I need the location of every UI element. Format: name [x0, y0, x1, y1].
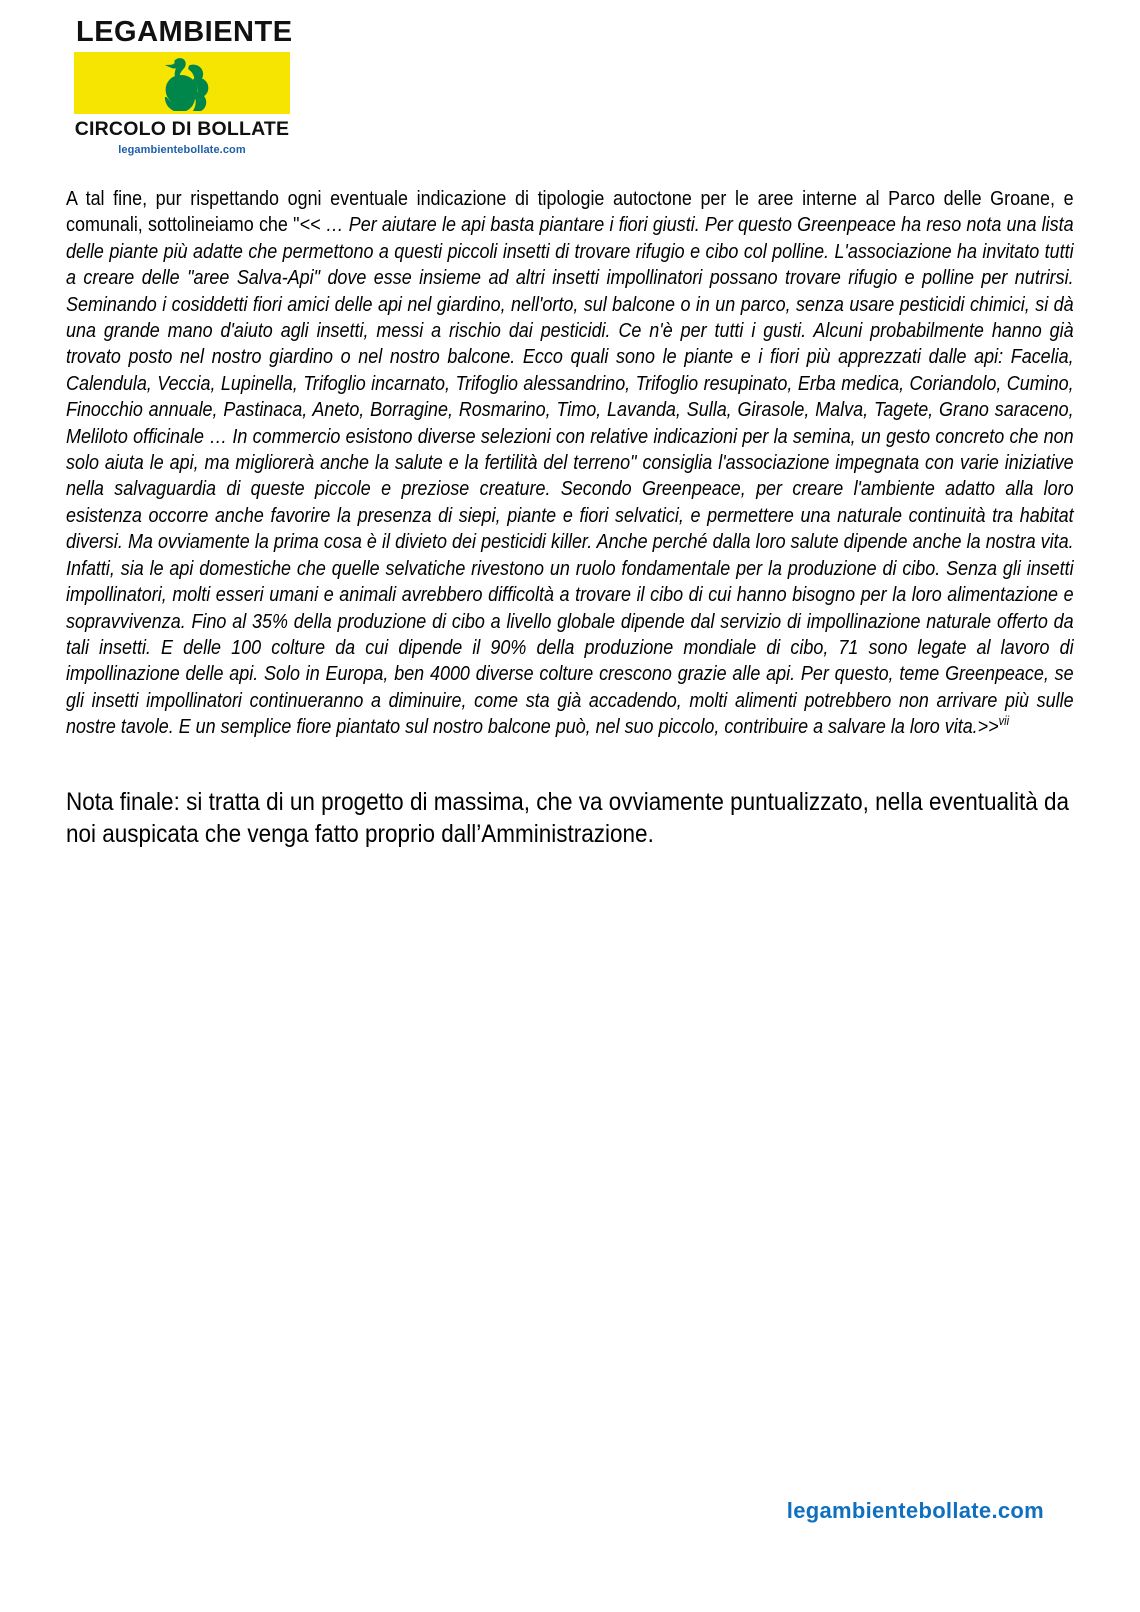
footer-website-url: legambientebollate.com	[786, 1498, 1044, 1523]
logo-yellow-banner	[74, 52, 290, 114]
footnote-reference: vii	[998, 714, 1010, 729]
paragraph-lead-text: A tal fine, pur rispettando ogni eventuale indicazione di tipologie autoctone per le aree interne al Parco delle Groane, e comunali, sottolineiamo che "	[66, 188, 1074, 237]
nota-finale-paragraph: Nota finale: si tratta di un progetto di massima, che va ovviamente puntualizzato, nella eventualità da noi auspicata che venga fatto proprio dall’Amministrazione.	[66, 788, 1070, 848]
swan-icon	[74, 52, 290, 114]
paragraph-quoted-text: << … Per aiutare le api basta piantare i fiori giusti. Per questo Greenpeace ha reso nota una lista delle piante più adatte che permettono a questi piccoli insetti di trovare rifugio e cibo col polline. L'associazione ha invitato tutti a creare delle "aree Salva-Api" dove esse insieme ad altri insetti impollinatori possano trovare rifugio e polline per nutrirsi. Seminando i cosiddetti fiori amici delle api nel giardino, nell'orto, sul balcone o in un parco, senza usare pesticidi chimici, si dà una grande mano d'aiuto agli insetti, messi a rischio dai pesticidi. Ce n'è per tutti i gusti. Alcuni probabilmente hanno già trovato posto nel nostro giardino o nel nostro balcone. Ecco quali sono le piante e i fiori più apprezzati dalle api: Facelia, Calendula, Veccia, Lupinella, Trifoglio incarnato, Trifoglio alessandrino, Trifoglio resupinato, Erba medica, Coriandolo, Cumino, Finocchio annuale, Pastinaca, Aneto, Borragine, Rosmarino, Timo, Lavanda, Sulla, Girasole, Malva, Tagete, Grano saraceno, Meliloto officinale … In commercio esistono diverse selezioni con relative indicazioni per la semina, un gesto concreto che non solo aiuta le api, ma migliorerà anche la salute e la fertilità del terreno" consiglia l'associazione impegnata con varie iniziative nella salvaguardia di queste piccole e preziose creature. Secondo Greenpeace, per creare l'ambiente adatto alla loro esistenza occorre anche favorire la presenza di siepi, piante e fiori selvatici, e permettere una naturale continuità tra habitat diversi. Ma ovviamente la prima cosa è il divieto dei pesticidi killer. Anche perché dalla loro salute dipende anche la nostra vita. Infatti, sia le api domestiche che quelle selvatiche rivestono un ruolo fondamentale per la produzione di cibo. Senza gli insetti impollinatori, molti esseri umani e animali avrebbero difficoltà a trovare il cibo di cui hanno bisogno per la loro alimentazione e sopravvivenza. Fino al 35% della produzione di cibo a livello globale dipende dal servizio di impollinazione naturale offerto da tali insetti. E delle 100 colture da cui dipende il 90% della produzione mondiale di cibo, 71 sono legate al lavoro di impollinazione delle api. Solo in Europa, ben 4000 diverse colture crescono grazie alle api. Per questo, teme Greenpeace, se gli insetti impollinatori continueranno a diminuire, come sta già accadendo, molti alimenti potrebbero non arrivare più sulle nostre tavole. E un semplice fiore piantato sul nostro balcone può, nel suo piccolo, contribuire a salvare la loro vita.>>	[66, 214, 1074, 739]
logo-wordmark: LEGAMBIENTE	[76, 16, 293, 48]
legambiente-logo	[74, 16, 293, 156]
logo-subtitle: CIRCOLO DI BOLLATE	[74, 117, 290, 140]
page-footer	[0, 1498, 1140, 1524]
body-paragraph	[66, 186, 1074, 741]
logo-website-url: legambientebollate.com	[118, 143, 246, 156]
